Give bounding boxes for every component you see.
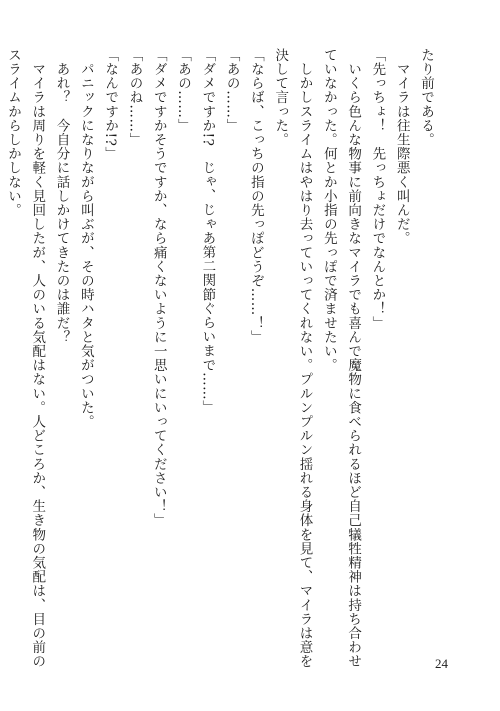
text-line: 「ダメですかそうですか、なら痛くないように一思いにいってください！」 [150,48,167,528]
page-number: 24 [435,656,448,671]
text-line: ていなかった。何とか小指の先っぽで済ませたい。 [320,48,337,373]
text-line: あれ？ 今自分に話しかけてきたのは誰だ？ [53,48,70,345]
text-line: 「先っちょ！ 先っちょだけでなんとか！」 [369,48,386,330]
text-line: 「あの……」 [223,48,240,133]
text-line: しかしスライムはやはり去っていってくれない。プルンプルン揺れる身体を見て、マイラは意を [296,48,313,669]
text-line: 決して言った。 [272,48,289,147]
text-line: 「あのね……」 [126,48,143,147]
text-line: 「あの……」 [175,48,192,133]
text-line: 「なんですか!?」 [102,48,119,161]
text-line: スライムからしかしない。 [4,48,21,218]
text-line: たり前である。 [418,48,434,147]
vertical-text-block [1,48,438,669]
text-line: 「ならば、こっちの指の先っぽどうぞ……！」 [247,48,264,345]
text-line: いくら色んな物事に前向きなマイラでも喜んで魔物に食べられるほど自己犠牲精神は持ち合わせ [345,48,362,669]
text-line: マイラは周りを軽く見回したが、人のいる気配はない。人どころか、生き物の気配は、目の前の [29,48,46,669]
text-line: パニックになりながら叫ぶが、その時ハタと気がついた。 [77,48,94,429]
text-line: 「ダメですか!? じゃ、じゃあ第二関節ぐらいまで……」 [199,48,216,415]
text-line: マイラは往生際悪く叫んだ。 [393,48,410,246]
